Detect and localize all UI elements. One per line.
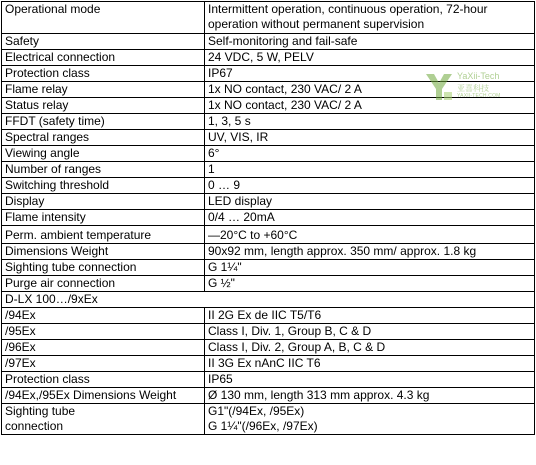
yaxii-logo-icon — [424, 72, 454, 102]
spec-value: 6° — [205, 146, 535, 162]
spec-value: UV, VIS, IR — [205, 130, 535, 146]
spec-value: 1 — [205, 162, 535, 178]
spec-label: Switching threshold — [2, 178, 205, 194]
spec-row — [2, 260, 535, 276]
spec-value: Intermittent operation, continuous operation, 72-hour operation without permanent supervision — [205, 2, 535, 34]
spec-label: Status relay — [2, 98, 205, 114]
sighting-tube-value — [205, 404, 535, 435]
spec-label: FFDT (safety time) — [2, 114, 205, 130]
variant-label: /94Ex — [2, 308, 205, 324]
sighting-tube-value-line1: G1"(/94Ex, /95Ex) — [208, 404, 305, 418]
variant-row — [2, 388, 535, 404]
spec-row — [2, 34, 535, 50]
spec-label: Purge air connection — [2, 276, 205, 292]
variant-row — [2, 324, 535, 340]
spec-table — [1, 1, 535, 435]
spec-label: Electrical connection — [2, 50, 205, 66]
spec-label: Perm. ambient temperature — [2, 226, 205, 244]
variant-value: II 3G Ex nAnC IIC T6 — [205, 356, 535, 372]
variant-row — [2, 372, 535, 388]
spec-row — [2, 130, 535, 146]
spec-label: Flame relay — [2, 82, 205, 98]
spec-value: 0/4 … 20mA — [205, 210, 535, 226]
variant-label: /97Ex — [2, 356, 205, 372]
variant-row — [2, 356, 535, 372]
watermark-sub: YAXII-TECH.COM — [457, 93, 501, 99]
spec-value: LED display — [205, 194, 535, 210]
watermark-chinese: 亚喜科技 — [457, 84, 489, 93]
sighting-tube-label-line1: Sighting tube — [5, 404, 76, 418]
spec-value: —20°C to +60°C — [205, 226, 535, 244]
spec-row — [2, 226, 535, 244]
watermark-logo — [424, 70, 536, 104]
spec-row-operational-mode — [2, 2, 535, 34]
spec-label: Number of ranges — [2, 162, 205, 178]
spec-value: 1x NO contact, 230 VAC/ 2 A — [205, 82, 535, 98]
spec-value: 24 VDC, 5 W, PELV — [205, 50, 535, 66]
variant-label: /94Ex,/95Ex Dimensions Weight — [2, 388, 205, 404]
sighting-tube-value-line2: G 1¼"(/96Ex, /97Ex) — [208, 419, 318, 433]
spec-label: Display — [2, 194, 205, 210]
spec-label: Safety — [2, 34, 205, 50]
spec-label: Spectral ranges — [2, 130, 205, 146]
spec-row — [2, 162, 535, 178]
spec-label: Viewing angle — [2, 146, 205, 162]
sighting-tube-label-line2: connection — [5, 419, 64, 433]
spec-label: Sighting tube connection — [2, 260, 205, 276]
spec-value: 90x92 mm, length approx. 350 mm/ approx. 1.8 kg — [205, 244, 535, 260]
spec-label: Flame intensity — [2, 210, 205, 226]
spec-row — [2, 276, 535, 292]
variant-value: Ø 130 mm, length 313 mm approx. 4.3 kg — [205, 388, 535, 404]
variant-value: IP65 — [205, 372, 535, 388]
spec-value: 0 … 9 — [205, 178, 535, 194]
spec-row — [2, 114, 535, 130]
watermark-name: YaXii-Tech — [457, 71, 500, 81]
sighting-tube-label — [2, 404, 205, 435]
section-heading-row — [2, 292, 535, 308]
spec-value: Self-monitoring and fail-safe — [205, 34, 535, 50]
spec-label: Operational mode — [2, 2, 205, 34]
spec-row — [2, 194, 535, 210]
sighting-tube-row — [2, 404, 535, 435]
variant-label: /95Ex — [2, 324, 205, 340]
section-heading: D-LX 100…/9xEx — [2, 292, 535, 308]
variant-label: /96Ex — [2, 340, 205, 356]
spec-value: 1x NO contact, 230 VAC/ 2 A — [205, 98, 535, 114]
spec-label: Protection class — [2, 66, 205, 82]
variant-label: Protection class — [2, 372, 205, 388]
spec-row — [2, 178, 535, 194]
spec-row — [2, 50, 535, 66]
spec-row — [2, 244, 535, 260]
variant-row — [2, 340, 535, 356]
spec-value: IP67 — [205, 66, 535, 82]
variant-value: Class I, Div. 1, Group B, C & D — [205, 324, 535, 340]
spec-label: Dimensions Weight — [2, 244, 205, 260]
spec-value: G 1¼" — [205, 260, 535, 276]
spec-value: G ½" — [205, 276, 535, 292]
variant-row — [2, 308, 535, 324]
spec-value: 1, 3, 5 s — [205, 114, 535, 130]
variant-value: II 2G Ex de IIC T5/T6 — [205, 308, 535, 324]
variant-value: Class I, Div. 2, Group A, B, C & D — [205, 340, 535, 356]
spec-row — [2, 146, 535, 162]
spec-row — [2, 210, 535, 226]
